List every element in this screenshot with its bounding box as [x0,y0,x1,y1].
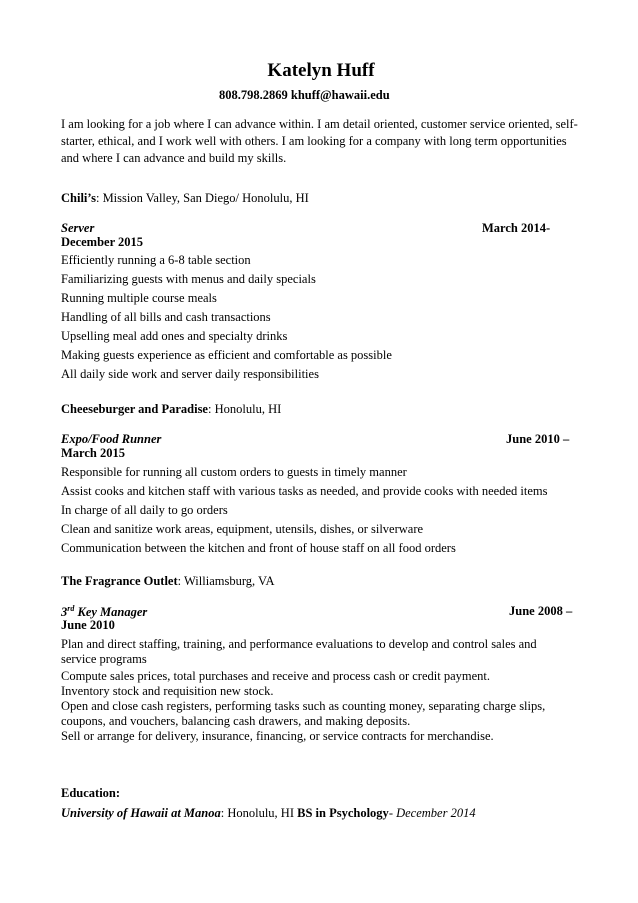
contact-info: 808.798.2869 khuff@hawaii.edu [219,88,390,102]
job-title: Expo/Food Runner [61,432,162,446]
employer-line [61,191,309,206]
job-title: Server [61,221,95,235]
duty-item: All daily side work and server daily responsibilities [61,367,319,381]
employer-name: Cheeseburger and Paradise [61,402,208,416]
duty-item: Handling of all bills and cash transactions [61,310,271,324]
duty-item: Clean and sanitize work areas, equipment, utensils, dishes, or silverware [61,522,424,536]
duties-list [61,637,561,744]
employer-location: : Williamsburg, VA [177,574,275,588]
resume-name: Katelyn Huff [267,60,375,81]
duty-item: Making guests experience as efficient and comfortable as possible [61,348,392,362]
duty-item: In charge of all daily to go orders [61,503,228,517]
degree: BS in Psychology [297,806,389,820]
graduation-date: December 2014 [396,806,476,820]
education-heading: Education: [61,786,121,800]
duty-item: Sell or arrange for delivery, insurance, financing, or service contracts for merchandise. [61,729,494,743]
duties-list [61,464,547,559]
job-date-end: December 2015 [61,235,144,249]
duty-item: Communication between the kitchen and front of house staff on all food orders [61,541,456,555]
job-date-start: June 2010 – [506,432,570,446]
duty-item: Plan and direct staffing, training, and performance evaluations to develop and control sales and service programs [61,637,537,666]
duty-item: Inventory stock and requisition new stock. [61,684,274,698]
employer-line [61,574,275,589]
school-location: : Honolulu, HI [220,806,298,820]
employer-location: : Honolulu, HI [208,402,282,416]
degree-separator: - [388,806,397,820]
job-date-start: June 2008 – [509,604,573,618]
employer-line [61,402,281,417]
education-entry [61,806,476,821]
objective-summary: I am looking for a job where I can advance within. I am detail oriented, customer service oriented, self-starter, ethical, and I work well with others. I am looking for a company with long term opportunities and where I can advance and build my skills. [61,117,578,165]
duty-item: Assist cooks and kitchen staff with various tasks as needed, and provide cooks with needed items [61,484,548,498]
school-name: University of Hawaii at Manoa [61,806,221,820]
title-text: Key Manager [74,605,148,620]
title-ordinal-suffix: rd [67,604,75,613]
employer-location: : Mission Valley, San Diego/ Honolulu, HI [95,191,309,205]
duty-item: Compute sales prices, total purchases and receive and process cash or credit payment. [61,669,491,683]
employer-name: Chili’s [61,191,96,205]
duty-item: Running multiple course meals [61,291,217,305]
duty-item: Responsible for running all custom orders to guests in timely manner [61,465,407,479]
title-ordinal: 3 [61,605,68,620]
duties-list [61,252,392,385]
job-date-end: March 2015 [61,446,125,460]
duty-item: Upselling meal add ones and specialty drinks [61,329,288,343]
employer-name: The Fragrance Outlet [61,574,178,588]
duty-item: Efficiently running a 6-8 table section [61,253,251,267]
job-date-start: March 2014- [482,221,551,235]
job-date-end: June 2010 [61,618,115,632]
duty-item: Open and close cash registers, performing tasks such as counting money, separating charge slips, coupons, and vouchers, balancing cash drawers, and making deposits. [61,699,546,728]
duty-item: Familiarizing guests with menus and daily specials [61,272,316,286]
